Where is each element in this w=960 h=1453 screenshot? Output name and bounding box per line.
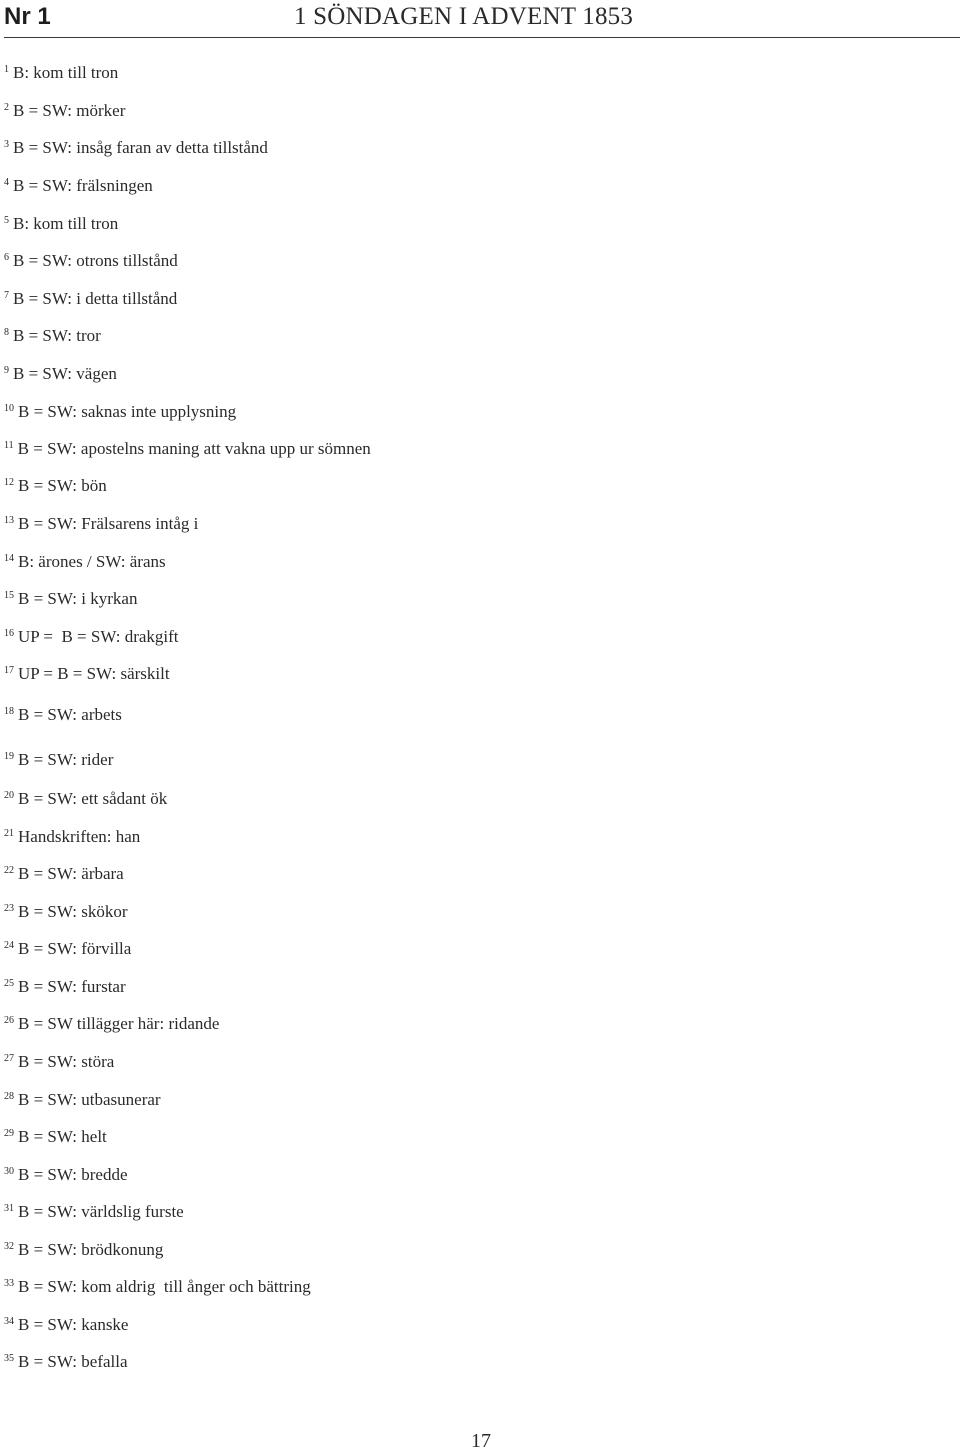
footnote-text: B = SW: bredde: [18, 1165, 128, 1184]
footnote-number: 26: [4, 1015, 14, 1026]
footnote-text: B = SW: befalla: [18, 1352, 128, 1371]
header-divider: [4, 37, 960, 38]
footnote-text: B = SW: störa: [18, 1052, 115, 1071]
footnote-item: [4, 702, 122, 725]
footnote-text: B = SW: saknas inte upplysning: [18, 402, 237, 421]
footnote-number: 2: [4, 102, 9, 113]
footnote-text: B = SW: brödkonung: [18, 1240, 164, 1259]
footnote-item: [4, 1162, 128, 1185]
footnote-item: [4, 323, 101, 346]
footnote-number: 3: [4, 139, 9, 150]
footnote-number: 13: [4, 515, 14, 526]
footnote-item: [4, 248, 178, 271]
footnote-text: B = SW: furstar: [18, 977, 126, 996]
footnote-item: [4, 824, 140, 847]
footnote-number: 33: [4, 1278, 14, 1289]
footnote-text: B = SW: bön: [18, 476, 107, 495]
footnote-number: 28: [4, 1091, 14, 1102]
footnote-text: B = SW: arbets: [18, 705, 122, 724]
footnote-item: [4, 1049, 114, 1072]
footnote-text: B: kom till tron: [13, 63, 119, 82]
footnote-item: [4, 1274, 311, 1297]
footnote-item: [4, 1087, 161, 1110]
footnote-number: 4: [4, 177, 9, 188]
footnote-item: [4, 861, 124, 884]
footnote-number: 30: [4, 1166, 14, 1177]
footnote-item: [4, 473, 107, 496]
page-title: 1 SÖNDAGEN I ADVENT 1853: [294, 3, 634, 30]
footnote-number: 31: [4, 1203, 14, 1214]
footnote-number: 9: [4, 365, 9, 376]
footnote-item: [4, 974, 126, 997]
footnote-number: 5: [4, 215, 9, 226]
footnote-text: B: ärones / SW: ärans: [18, 552, 166, 571]
footnote-item: [4, 60, 118, 83]
footnote-text: B = SW: apostelns maning att vakna upp ur sömnen: [17, 439, 371, 458]
footnote-item: [4, 747, 113, 770]
footnote-number: 18: [4, 706, 14, 717]
footnote-text: B = SW: kom aldrig till ånger och bättring: [18, 1277, 311, 1296]
footnote-text: B = SW: Frälsarens intåg i: [18, 514, 199, 533]
footnote-text: B = SW: kanske: [18, 1315, 129, 1334]
footnote-item: [4, 173, 153, 196]
footnote-number: 11: [4, 440, 14, 451]
footnote-text: B = SW: frälsningen: [13, 176, 153, 195]
footnote-number: 24: [4, 940, 14, 951]
footnote-item: [4, 661, 170, 684]
footnote-text: B = SW: världslig furste: [18, 1202, 184, 1221]
footnote-text: B = SW: helt: [18, 1127, 107, 1146]
footnote-number: 35: [4, 1353, 14, 1364]
footnote-item: [4, 286, 177, 309]
footnote-number: 14: [4, 553, 14, 564]
footnote-item: [4, 399, 236, 422]
footnote-number: 12: [4, 477, 14, 488]
footnote-item: [4, 1124, 107, 1147]
footnote-item: [4, 1199, 184, 1222]
footnote-text: Handskriften: han: [18, 827, 141, 846]
footnote-number: 34: [4, 1316, 14, 1327]
footnote-number: 15: [4, 590, 14, 601]
footnote-number: 16: [4, 628, 14, 639]
footnote-number: 10: [4, 403, 14, 414]
footnote-item: [4, 1312, 128, 1335]
footnote-item: [4, 135, 268, 158]
page-header: [0, 0, 960, 38]
footnote-item: [4, 624, 179, 647]
footnote-text: B = SW tillägger här: ridande: [18, 1014, 220, 1033]
footnote-text: B = SW: rider: [18, 750, 114, 769]
footnote-number: 32: [4, 1241, 14, 1252]
footnote-number: 7: [4, 290, 9, 301]
footnote-number: 29: [4, 1128, 14, 1139]
footnote-text: B = SW: förvilla: [18, 939, 132, 958]
footnote-text: B = SW: vägen: [13, 364, 117, 383]
page-number: 17: [471, 1430, 491, 1452]
footnote-item: [4, 436, 371, 459]
footnote-item: [4, 1011, 219, 1034]
footnote-text: B = SW: ett sådant ök: [18, 789, 168, 808]
footnote-number: 6: [4, 252, 9, 263]
footnote-item: [4, 511, 198, 534]
footnote-item: [4, 98, 125, 121]
footnote-text: B = SW: utbasunerar: [18, 1090, 161, 1109]
footnote-item: [4, 549, 166, 572]
footnote-number: 22: [4, 865, 14, 876]
footnote-item: [4, 361, 117, 384]
footnote-text: B = SW: i kyrkan: [18, 589, 138, 608]
footnote-number: 17: [4, 665, 14, 676]
footnote-item: [4, 786, 167, 809]
footnote-item: [4, 1237, 163, 1260]
footnote-text: B = SW: otrons tillstånd: [13, 251, 178, 270]
footnote-text: B = SW: i detta tillstånd: [13, 289, 178, 308]
footnote-item: [4, 1349, 128, 1372]
document-number: Nr 1: [4, 3, 51, 30]
footnote-number: 25: [4, 978, 14, 989]
footnote-text: B = SW: ärbara: [18, 864, 124, 883]
footnote-text: B = SW: insåg faran av detta tillstånd: [13, 138, 268, 157]
footnote-text: B = SW: tror: [13, 326, 101, 345]
footnote-number: 8: [4, 327, 9, 338]
footnote-text: B = SW: mörker: [13, 101, 126, 120]
footnote-number: 19: [4, 751, 14, 762]
footnote-text: UP = B = SW: särskilt: [18, 664, 170, 683]
footnote-number: 27: [4, 1053, 14, 1064]
footnote-text: B = SW: skökor: [18, 902, 128, 921]
footnote-text: B: kom till tron: [13, 214, 119, 233]
footnote-number: 1: [4, 64, 9, 75]
footnote-number: 23: [4, 903, 14, 914]
footnote-item: [4, 936, 131, 959]
footnote-number: 20: [4, 790, 14, 801]
footnote-item: [4, 586, 137, 609]
footnote-item: [4, 211, 118, 234]
footnote-text: UP = B = SW: drakgift: [18, 627, 179, 646]
footnote-number: 21: [4, 828, 14, 839]
footnote-item: [4, 899, 128, 922]
